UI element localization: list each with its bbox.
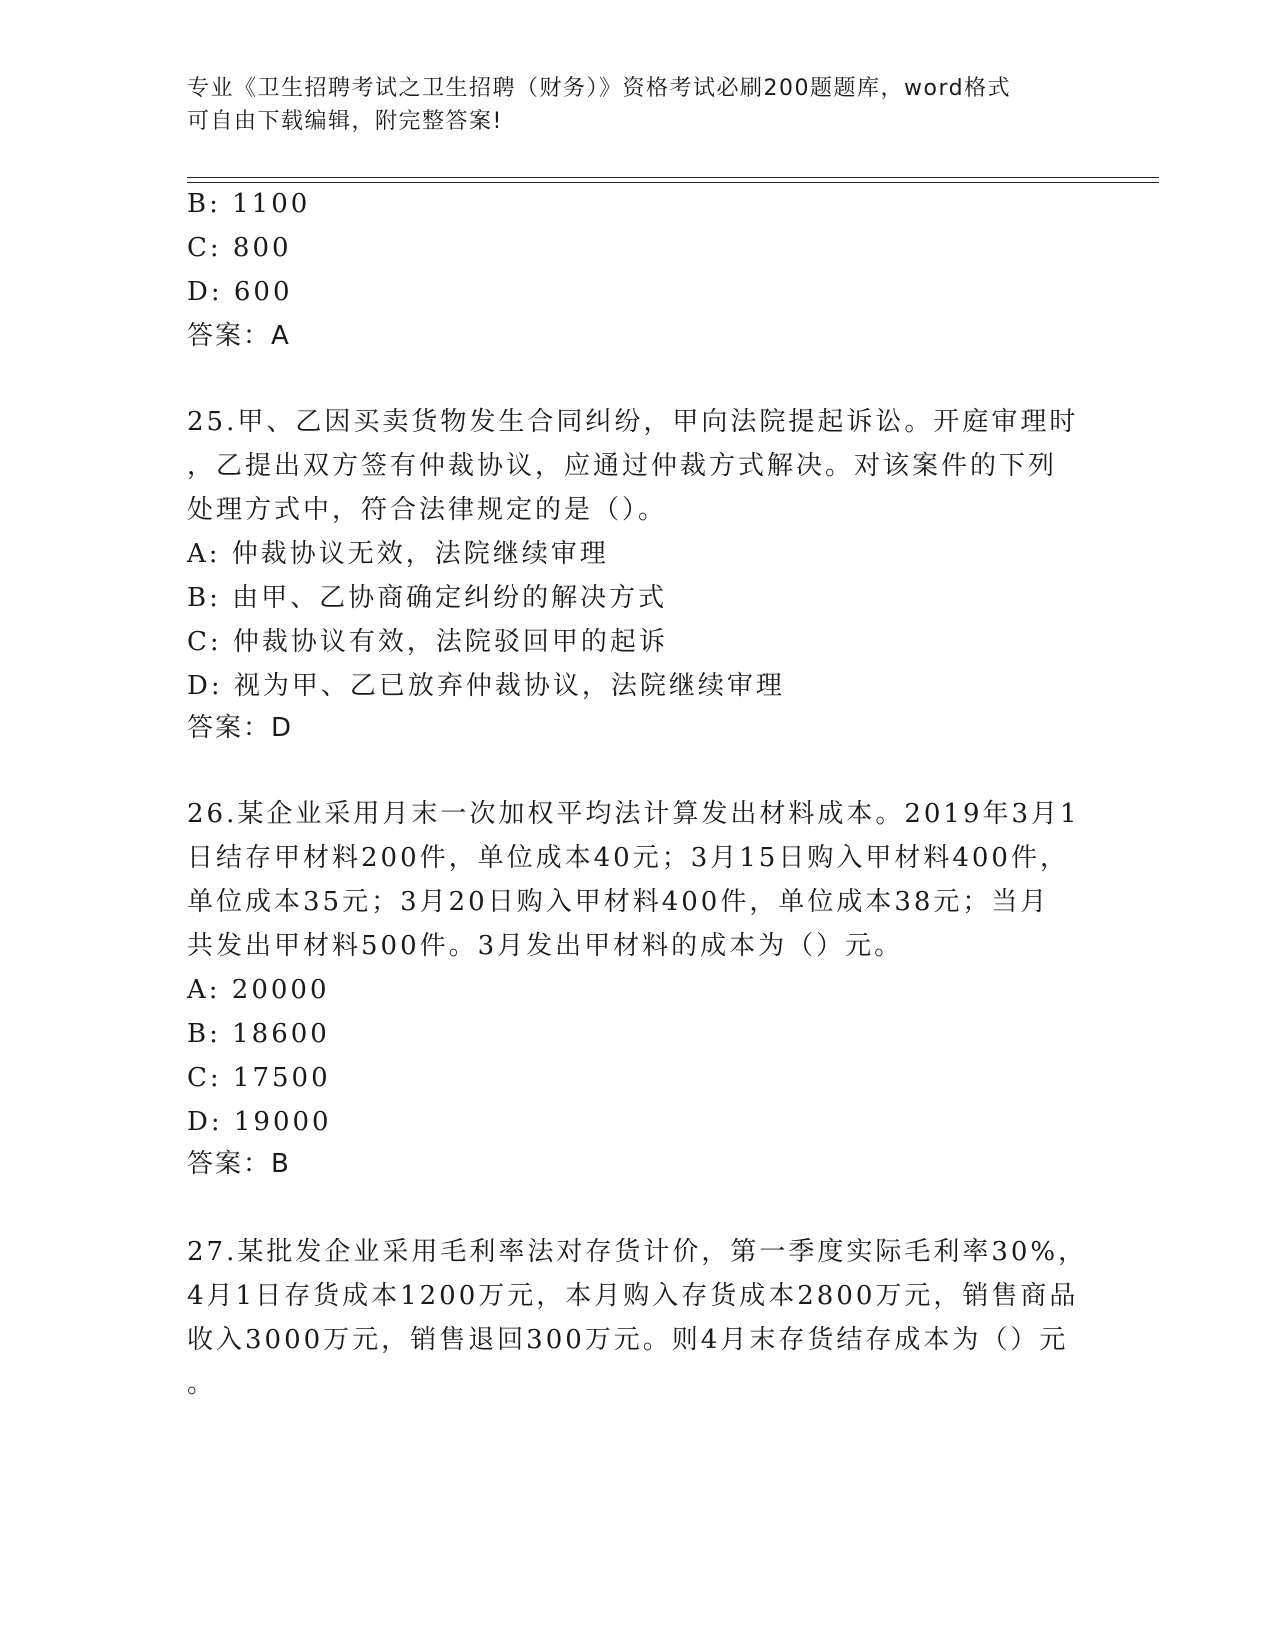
question-stem: 单位成本35元；3月20日购入甲材料400件，单位成本38元；当月 xyxy=(187,887,1050,917)
option-a: A: 仲裁协议无效，法院继续审理 xyxy=(187,539,609,569)
option-c: C: 仲裁协议有效，法院驳回甲的起诉 xyxy=(187,627,668,657)
answer: 答案：A xyxy=(187,321,291,351)
option-b: B: 1100 xyxy=(187,189,311,219)
question-stem: 27.某批发企业采用毛利率法对存货计价，第一季度实际毛利率30%， xyxy=(187,1237,1088,1267)
document-header xyxy=(187,72,1067,138)
question-stem: 共发出甲材料500件。3月发出甲材料的成本为（）元。 xyxy=(187,931,904,961)
question-stem: 26.某企业采用月末一次加权平均法计算发出材料成本。2019年3月1 xyxy=(187,799,1080,829)
option-b: B: 18600 xyxy=(187,1019,330,1049)
question-stem: 25.甲、乙因买卖货物发生合同纠纷，甲向法院提起诉讼。开庭审理时 xyxy=(187,407,1079,437)
option-d: D: 19000 xyxy=(187,1107,332,1137)
question-stem: 日结存甲材料200件，单位成本40元；3月15日购入甲材料400件， xyxy=(187,843,1069,873)
option-b: B: 由甲、乙协商确定纠纷的解决方式 xyxy=(187,583,668,613)
answer: 答案：B xyxy=(187,1149,291,1179)
question-stem: 。 xyxy=(187,1369,217,1399)
option-d: D: 视为甲、乙已放弃仲裁协议，法院继续审理 xyxy=(187,671,785,701)
question-stem: 4月1日存货成本1200万元，本月购入存货成本2800万元，销售商品 xyxy=(187,1281,1079,1311)
header-line-2: 可自由下载编辑，附完整答案! xyxy=(187,109,503,134)
option-c: C: 800 xyxy=(187,233,292,263)
header-rule-bottom xyxy=(187,182,1159,183)
question-stem: 收入3000万元，销售退回300万元。则4月末存货结存成本为（）元 xyxy=(187,1325,1069,1355)
question-stem: 处理方式中，符合法律规定的是（）。 xyxy=(187,495,668,525)
option-c: C: 17500 xyxy=(187,1063,331,1093)
answer: 答案：D xyxy=(187,713,294,743)
header-line-1: 专业《卫生招聘考试之卫生招聘（财务）》资格考试必刷200题题库，word格式 xyxy=(187,76,1012,101)
question-stem: ，乙提出双方签有仲裁协议，应通过仲裁方式解决。对该案件的下列 xyxy=(187,451,1058,481)
header-rule-top xyxy=(187,177,1159,178)
option-d: D: 600 xyxy=(187,277,293,307)
option-a: A: 20000 xyxy=(187,975,330,1005)
